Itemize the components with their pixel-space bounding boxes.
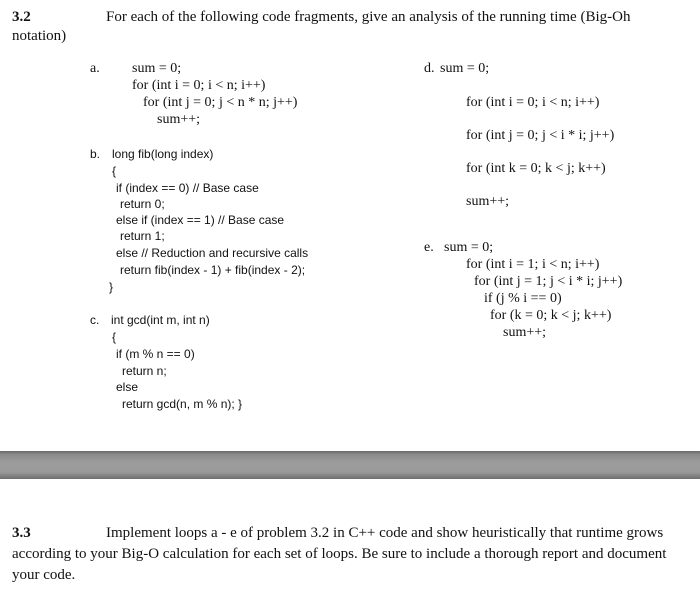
code-line: long fib(long index) (112, 147, 214, 161)
code-line: for (int j = 0; j < n * n; j++) (143, 95, 298, 110)
code-line: int gcd(int m, int n) (111, 313, 210, 327)
code-line: } (109, 280, 114, 294)
code-line: else if (index == 1) // Base case (116, 213, 285, 227)
code-line: for (int i = 0; i < n; i++) (132, 78, 266, 93)
code-line: for (int j = 0; j < i * i; j++) (466, 128, 615, 143)
fragment-label: a. (90, 61, 100, 76)
fragment-label: c. (90, 313, 100, 327)
code-line: return n; (122, 364, 167, 378)
code-line: if (j % i == 0) (484, 291, 562, 306)
code-line: { (112, 330, 117, 344)
code-line: else // Reduction and recursive calls (116, 246, 309, 260)
code-line: sum = 0; (440, 61, 490, 76)
problem-number: 3.2 (12, 9, 31, 25)
code-line: return gcd(n, m % n); } (122, 397, 243, 411)
code-line: if (index == 0) // Base case (116, 181, 259, 195)
code-line: sum++; (466, 194, 510, 209)
problem-title-continuation: notation) (12, 28, 67, 44)
code-line: for (int i = 0; i < n; i++) (466, 95, 600, 110)
problem-number: 3.3 (12, 525, 31, 541)
code-line: for (int k = 0; k < j; k++) (466, 161, 606, 176)
code-line: for (k = 0; k < j; k++) (490, 308, 612, 323)
code-line: sum = 0; (132, 61, 182, 76)
problem-text-body: according to your Big-O calculation for each set of loops. Be sure to include a thorough report and document your code. (12, 546, 667, 583)
code-line: else (116, 380, 139, 394)
code-line: sum++; (157, 112, 201, 127)
code-line: for (int i = 1; i < n; i++) (466, 257, 600, 272)
code-line: return 0; (120, 197, 165, 211)
code-line: sum = 0; (444, 240, 494, 255)
section-divider (0, 451, 700, 479)
fragment-label: d. (424, 61, 435, 76)
code-line: return fib(index - 1) + fib(index - 2); (120, 263, 306, 277)
code-line: sum++; (503, 325, 547, 340)
problem-text-first-line: Implement loops a - e of problem 3.2 in C++ code and show heuristically that runtime grows (106, 525, 664, 541)
fragment-label: b. (90, 147, 101, 161)
fragment-label: e. (424, 240, 434, 255)
code-line: return 1; (120, 229, 165, 243)
code-line: if (m % n == 0) (116, 347, 195, 361)
code-line: for (int j = 1; j < i * i; j++) (474, 274, 623, 289)
code-line: { (112, 164, 117, 178)
problem-title: For each of the following code fragments, give an analysis of the running time (Big-Oh (106, 9, 631, 25)
